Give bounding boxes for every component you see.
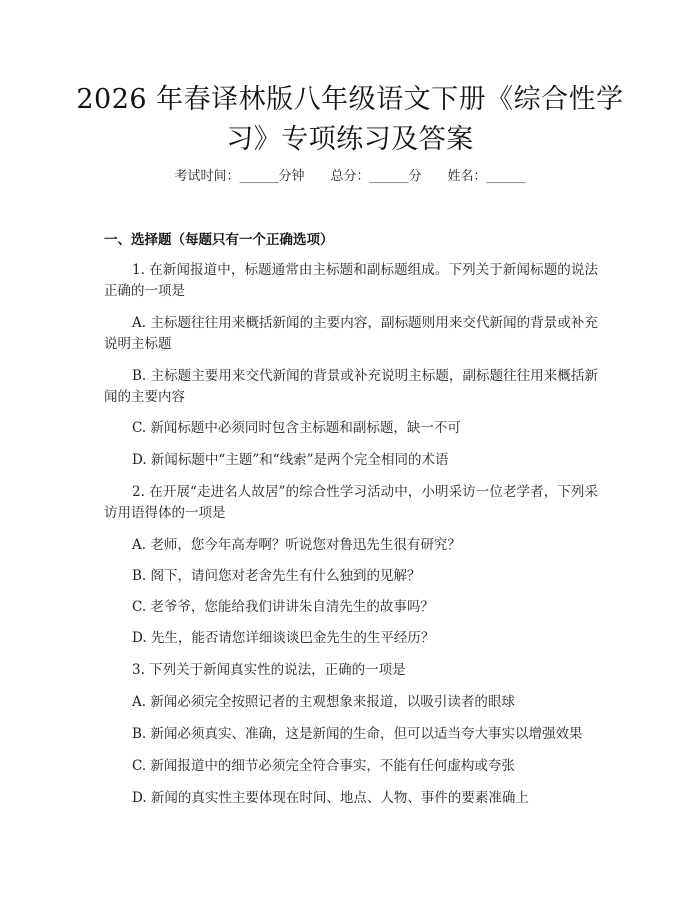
question-1-option-b: B. 主标题主要用来交代新闻的背景或补充说明主标题，副标题往往用来概括新闻的主要内容 bbox=[104, 368, 598, 405]
question-1-option-a: A. 主标题往往用来概括新闻的主要内容，副标题则用来交代新闻的背景或补充说明主标题 bbox=[104, 315, 598, 352]
exam-score-field: 总分：______分 bbox=[330, 169, 422, 184]
question-2-option-a: A. 老师，您今年高寿啊？听说您对鲁迅先生很有研究？ bbox=[132, 537, 461, 553]
question-1-option-c: C. 新闻标题中必须同时包含主标题和副标题，缺一不可 bbox=[132, 420, 461, 436]
question-2-option-b: B. 阁下，请问您对老舍先生有什么独到的见解？ bbox=[132, 568, 421, 584]
question-3-option-a: A. 新闻必须完全按照记者的主观想象来报道，以吸引读者的眼球 bbox=[132, 694, 515, 710]
question-3-option-d: D. 新闻的真实性主要体现在时间、地点、人物、事件的要素准确上 bbox=[132, 790, 529, 806]
exam-meta-row bbox=[0, 167, 700, 187]
question-1-option-d: D. 新闻标题中“主题”和“线索”是两个完全相同的术语 bbox=[132, 452, 449, 468]
exam-name-field: 姓名：______ bbox=[447, 169, 526, 184]
question-3-option-c: C. 新闻报道中的细节必须完全符合事实，不能有任何虚构或夸张 bbox=[132, 758, 515, 774]
question-2-option-c: C. 老爷爷，您能给我们讲讲朱自清先生的故事吗？ bbox=[132, 599, 434, 615]
question-2-stem: 2. 在开展“走进名人故居”的综合性学习活动中，小明采访一位老学者，下列采访用语得体的一项是 bbox=[104, 484, 598, 521]
question-1-stem: 1. 在新闻报道中，标题通常由主标题和副标题组成。下列关于新闻标题的说法正确的一项是 bbox=[104, 262, 598, 299]
section-heading-multiple-choice: 一、选择题（每题只有一个正确选项） bbox=[104, 232, 334, 248]
question-2-option-d: D. 先生，能否请您详细谈谈巴金先生的生平经历？ bbox=[132, 630, 435, 646]
question-3-option-b: B. 新闻必须真实、准确，这是新闻的生命，但可以适当夸大事实以增强效果 bbox=[132, 726, 583, 742]
exam-time-field: 考试时间：______分钟 bbox=[174, 169, 305, 184]
question-3-stem: 3. 下列关于新闻真实性的说法，正确的一项是 bbox=[132, 662, 406, 678]
exam-title-line-2: 习》专项练习及答案 bbox=[226, 124, 474, 155]
exam-title-line-1: 2026 年春译林版八年级语文下册《综合性学 bbox=[76, 84, 624, 115]
